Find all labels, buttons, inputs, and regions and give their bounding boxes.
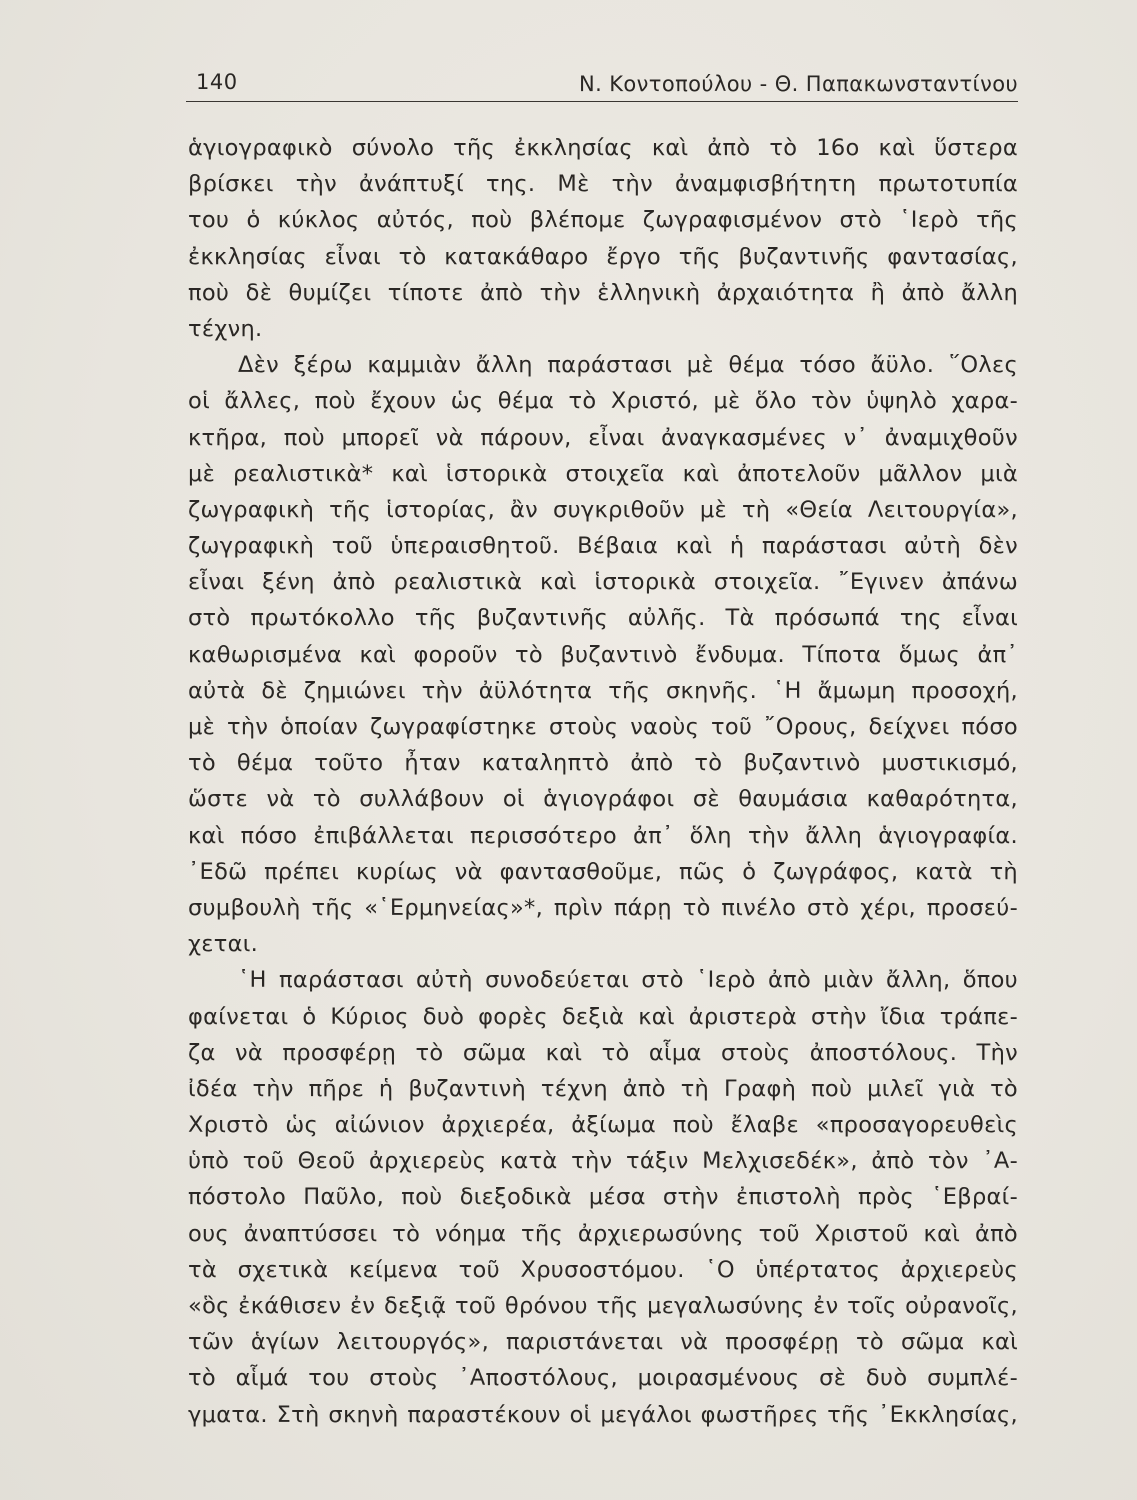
text-line: Χριστὸ ὡς αἰώνιον ἀρχιερέα, ἀξίωμα ποὺ ἔλαβε «προσαγορευθεὶς	[188, 1112, 1018, 1139]
text-line: Δὲν ξέρω καμμιὰν ἄλλη παράστασι μὲ θέμα τόσο ἄϋλο. ῞Ολες	[238, 352, 1018, 379]
text-line: ἰδέα τὴν πῆρε ἡ βυζαντινὴ τέχνη ἀπὸ τὴ Γραφὴ ποὺ μιλεῖ γιὰ τὸ	[188, 1075, 1018, 1102]
text-line: ποὺ δὲ θυμίζει τίποτε ἀπὸ τὴν ἑλληνικὴ ἀρχαιότητα ἢ ἀπὸ ἄλλη	[188, 279, 1018, 306]
text-line: αὐτὰ δὲ ζημιώνει τὴν ἀϋλότητα τῆς σκηνῆς. ῾Η ἄμωμη προσοχή,	[188, 677, 1018, 704]
text-line: ζωγραφικὴ τοῦ ὑπεραισθητοῦ. Βέβαια καὶ ἡ παράστασι αὐτὴ δὲν	[188, 533, 1018, 560]
text-line: τέχνη.	[188, 315, 263, 342]
text-line: ἁγιογραφικὸ σύνολο τῆς ἐκκλησίας καὶ ἀπὸ τὸ 16ο καὶ ὕστερα	[188, 135, 1018, 161]
text-line: γματα. Στὴ σκηνὴ παραστέκουν οἱ μεγάλοι φωστῆρες τῆς ᾿Εκκλησίας,	[188, 1401, 1018, 1428]
text-line: ῾Η παράστασι αὐτὴ συνοδεύεται στὸ ῾Ιερὸ ἀπὸ μιὰν ἄλλη, ὅπου	[238, 967, 1018, 994]
text-line: ὑπὸ τοῦ Θεοῦ ἀρχιερεὺς κατὰ τὴν τάξιν Μελχισεδέκ», ἀπὸ τὸν ᾿Α-	[188, 1148, 1018, 1175]
text-line: καθωρισμένα καὶ φοροῦν τὸ βυζαντινὸ ἔνδυμα. Τίποτα ὅμως ἀπ᾿	[188, 641, 1018, 668]
running-head: Ν. Κοντοπούλου - Θ. Παπακωνσταντίνου	[579, 72, 1018, 96]
text-line: μὲ ρεαλιστικὰ* καὶ ἱστορικὰ στοιχεῖα καὶ ἀποτελοῦν μᾶλλον μιὰ	[188, 460, 1018, 487]
text-line: ἐκκλησίας εἶναι τὸ κατακάθαρο ἔργο τῆς βυζαντινῆς φαντασίας,	[188, 243, 1018, 270]
header-rule	[186, 101, 1018, 102]
text-line: τὸ θέμα τοῦτο ἦταν καταληπτὸ ἀπὸ τὸ βυζαντινὸ μυστικισμό,	[188, 750, 1018, 777]
text-line: συμβουλὴ τῆς «῾Ερμηνείας»*, πρὶν πάρῃ τὸ πινέλο στὸ χέρι, προσεύ-	[188, 894, 1018, 921]
text-line: ᾿Εδῶ πρέπει κυρίως νὰ φαντασθοῦμε, πῶς ὁ ζωγράφος, κατὰ τὴ	[188, 858, 1018, 885]
text-line: πόστολο Παῦλο, ποὺ διεξοδικὰ μέσα στὴν ἐπιστολὴ πρὸς ῾Εβραί-	[188, 1184, 1018, 1211]
text-line: κτῆρα, ποὺ μπορεῖ νὰ πάρουν, εἶναι ἀναγκασμένες ν᾿ ἀναμιχθοῦν	[188, 424, 1018, 451]
text-line: τὸ αἷμά του στοὺς ᾿Αποστόλους, μοιρασμένους σὲ δυὸ συμπλέ-	[188, 1365, 1018, 1392]
text-line: καὶ πόσο ἐπιβάλλεται περισσότερο ἀπ᾿ ὅλη τὴν ἄλλη ἁγιογραφία.	[188, 822, 1018, 849]
text-line: ὥστε νὰ τὸ συλλάβουν οἱ ἁγιογράφοι σὲ θαυμάσια καθαρότητα,	[188, 786, 1018, 813]
text-line: φαίνεται ὁ Κύριος δυὸ φορὲς δεξιὰ καὶ ἀριστερὰ στὴν ἴδια τράπε-	[188, 1003, 1018, 1030]
page-number: 140	[196, 70, 238, 94]
body-text	[188, 130, 1018, 1433]
text-line: τῶν ἁγίων λειτουργός», παριστάνεται νὰ προσφέρῃ τὸ σῶμα καὶ	[188, 1329, 1018, 1356]
text-line: εἶναι ξένη ἀπὸ ρεαλιστικὰ καὶ ἱστορικὰ στοιχεῖα. ῎Εγινεν ἀπάνω	[188, 569, 1018, 596]
text-line: βρίσκει τὴν ἀνάπτυξί της. Μὲ τὴν ἀναμφισβήτητη πρωτοτυπία	[188, 171, 1018, 198]
text-line: στὸ πρωτόκολλο τῆς βυζαντινῆς αὐλῆς. Τὰ πρόσωπά της εἶναι	[188, 605, 1018, 632]
text-line: τὰ σχετικὰ κείμενα τοῦ Χρυσοστόμου. ῾Ο ὑπέρτατος ἀρχιερεὺς	[188, 1256, 1018, 1283]
text-line: μὲ τὴν ὁποίαν ζωγραφίστηκε στοὺς ναοὺς τοῦ ῎Ορους, δείχνει πόσο	[188, 714, 1018, 740]
text-line: ζωγραφικὴ τῆς ἱστορίας, ἂν συγκριθοῦν μὲ τὴ «Θεία Λειτουργία»,	[188, 496, 1018, 523]
text-line: ζα νὰ προσφέρῃ τὸ σῶμα καὶ τὸ αἷμα στοὺς ἀποστόλους. Τὴν	[188, 1039, 1018, 1066]
text-line: ους ἀναπτύσσει τὸ νόημα τῆς ἀρχιερωσύνης τοῦ Χριστοῦ καὶ ἀπὸ	[188, 1220, 1018, 1247]
text-line: χεται.	[188, 931, 259, 958]
text-line: «ὃς ἐκάθισεν ἐν δεξιᾷ τοῦ θρόνου τῆς μεγαλωσύνης ἐν τοῖς οὐρανοῖς,	[188, 1293, 1018, 1319]
text-line: του ὁ κύκλος αὐτός, ποὺ βλέπομε ζωγραφισμένον στὸ ῾Ιερὸ τῆς	[188, 207, 1018, 234]
text-line: οἱ ἄλλες, ποὺ ἔχουν ὡς θέμα τὸ Χριστό, μὲ ὅλο τὸν ὑψηλὸ χαρα-	[188, 388, 1018, 415]
